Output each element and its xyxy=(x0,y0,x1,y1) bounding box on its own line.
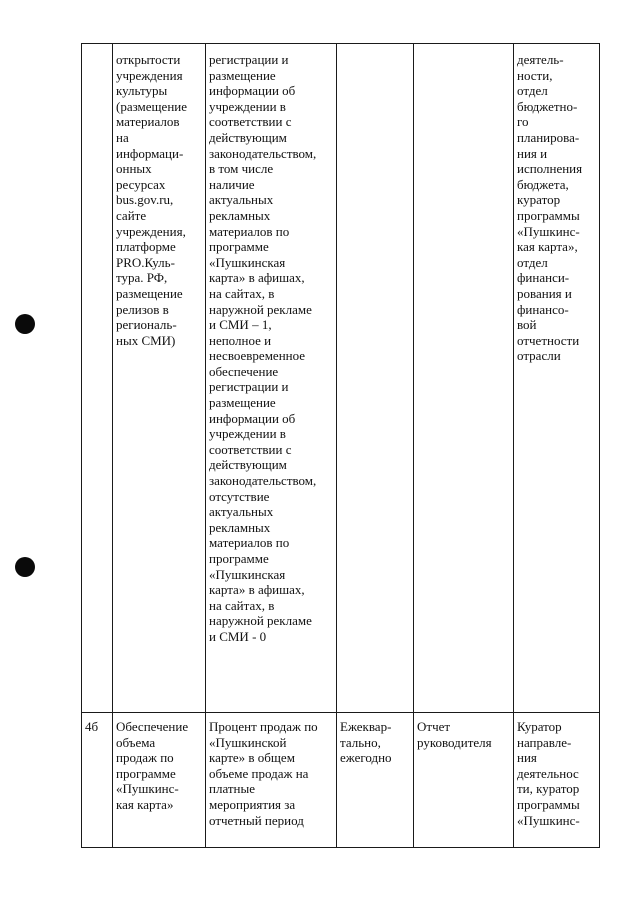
cell-reporting-form xyxy=(414,44,514,713)
cell-responsible: Куратор направле- ния деятельнос ти, куратор программы «Пушкинс- xyxy=(514,713,600,848)
cell-criteria: регистрации и размещение информации об учреждении в соответствии с действующим законодательством, в том числе наличие актуальных рекламных материалов по программе «Пушкинская карта» в афишах, на сайтах, в наружной рекламе и СМИ – 1, неполное и несвоевременное обеспечение регистрации и размещение информации об учреждении в соответствии с действующим законодательством, отсутствие актуальных рекламных материалов по программе «Пушкинская карта» в афишах, на сайтах, в наружной рекламе и СМИ - 0 xyxy=(206,44,337,713)
cell-indicator-name: Обеспечение объема продаж по программе «Пушкинс- кая карта» xyxy=(113,713,206,848)
binder-hole-top xyxy=(15,314,35,334)
cell-frequency: Ежеквар- тально, ежегодно xyxy=(337,713,414,848)
cell-indicator-name: открытости учреждения культуры (размещение материалов на информаци- онных ресурсах bus.gov.ru, сайте учреждения, платформе PRO.Куль- тура. РФ, размещение релизов в региональ- ных СМИ) xyxy=(113,44,206,713)
cell-number: 4б xyxy=(82,713,113,848)
cell-reporting-form: Отчет руководителя xyxy=(414,713,514,848)
cell-criteria: Процент продаж по «Пушкинской карте» в общем объеме продаж на платные мероприятия за отчетный период xyxy=(206,713,337,848)
cell-frequency xyxy=(337,44,414,713)
cell-number xyxy=(82,44,113,713)
cell-responsible: деятель- ности, отдел бюджетно- го планирова- ния и исполнения бюджета, куратор программы «Пушкинс- кая карта», отдел финанси- рования и финансо- вой отчетности отрасли xyxy=(514,44,600,713)
binder-hole-bottom xyxy=(15,557,35,577)
table-row-continuation xyxy=(82,44,600,713)
table-row-4b xyxy=(82,713,600,848)
indicator-table xyxy=(81,43,600,848)
